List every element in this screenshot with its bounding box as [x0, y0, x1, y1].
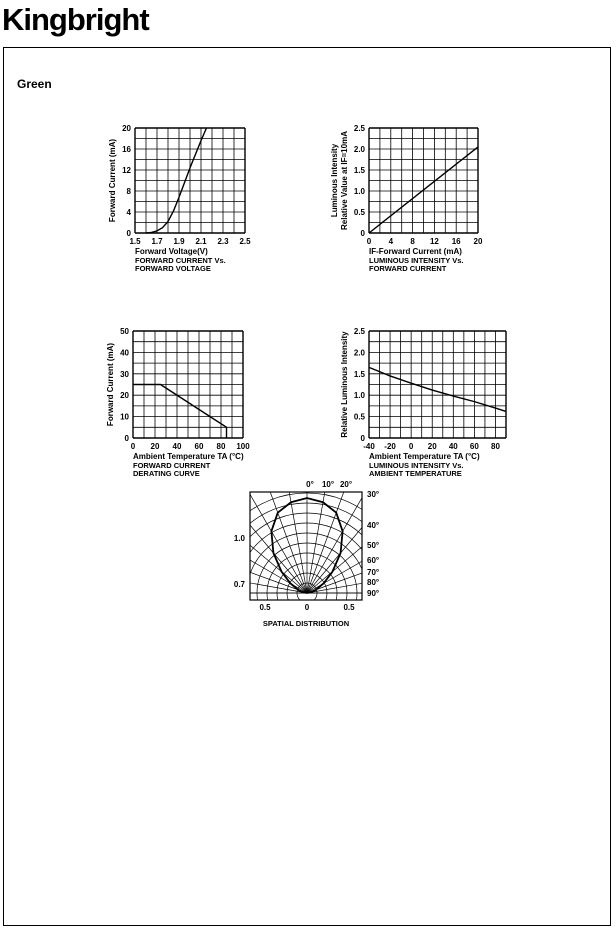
chart-1: [135, 128, 245, 233]
x-axis-label: Forward Voltage(V): [135, 247, 208, 256]
y-tick-label: 40: [120, 348, 129, 358]
polar-angle-label: 60°: [367, 556, 380, 565]
polar-ray: [100, 518, 307, 593]
brand-logo: Kingbright: [2, 2, 149, 37]
x-tick-label: 2.1: [195, 237, 207, 246]
chart-caption: DERATING CURVE: [133, 469, 200, 478]
y-tick-label: 1.0: [353, 391, 365, 401]
chart-caption: LUMINOUS INTENSITY Vs.: [369, 256, 464, 265]
x-tick-label: 2.5: [239, 237, 251, 246]
y-tick-label: 1.5: [353, 166, 365, 175]
x-tick-label: 40: [448, 442, 458, 451]
y-tick-label: 2.0: [353, 145, 365, 154]
y-tick-label: 50: [120, 327, 129, 336]
y-tick-label: 30: [120, 369, 129, 379]
polar-angle-label: 0°: [306, 480, 314, 489]
series-line: [133, 385, 227, 439]
y-tick-label: 2.5: [353, 327, 365, 336]
polar-left-label: 1.0: [233, 534, 245, 543]
y-tick-label: 0: [124, 434, 129, 443]
y-tick-label: 0.5: [353, 412, 365, 422]
polar-angle-label: 10°: [321, 480, 335, 489]
x-tick-label: 1.7: [151, 237, 163, 246]
y-tick-label: 8: [126, 187, 131, 196]
y-tick-label: 12: [122, 166, 131, 175]
polar-bottom-label: 0.5: [343, 603, 355, 612]
y-tick-label: 20: [120, 391, 129, 401]
x-tick-label: 4: [388, 237, 394, 246]
x-tick-label: 8: [410, 237, 415, 246]
y-tick-label: 0: [360, 434, 365, 443]
x-tick-label: 1.5: [129, 237, 141, 246]
chart-5: [87, 373, 527, 693]
y-tick-label: 4: [126, 208, 131, 217]
chart-caption: LUMINOUS INTENSITY Vs.: [369, 461, 464, 470]
x-tick-label: 100: [236, 442, 250, 451]
polar-ray: [116, 483, 307, 593]
y-tick-label: 20: [122, 124, 131, 133]
polar-frame: [250, 492, 362, 600]
polar-bottom-label: 0.5: [259, 603, 271, 612]
polar-left-label: 0.7: [233, 580, 245, 589]
y-tick-label: 0: [126, 229, 131, 238]
x-axis-label: Ambient Temperature TA (°C): [133, 452, 244, 461]
y-tick-label: 0: [360, 229, 365, 238]
x-tick-label: 20: [150, 442, 160, 451]
polar-angle-label: 80°: [367, 578, 380, 587]
y-tick-label: 2.0: [353, 348, 365, 358]
polar-angle-label: 20°: [339, 480, 353, 489]
polar-grid: [87, 373, 527, 693]
y-tick-label: 1.0: [353, 187, 365, 196]
y-tick-label: 16: [122, 145, 131, 154]
polar-ray: [307, 518, 514, 593]
y-axis-label: Luminous Intensity: [330, 143, 339, 218]
polar-angle-label: 70°: [367, 568, 380, 577]
chart-2: [369, 128, 478, 233]
x-tick-label: -40: [363, 442, 375, 451]
chart-3: [133, 331, 243, 438]
y-axis-label: Forward Current (mA): [108, 138, 117, 223]
y-tick-label: 2.5: [353, 124, 365, 133]
y-axis-label: Relative Luminous Intensity: [340, 331, 349, 438]
y-axis-label: Relative Value at IF=10mA: [340, 131, 349, 230]
x-tick-label: 20: [427, 442, 437, 451]
polar-angle-label: 90°: [367, 589, 380, 598]
x-tick-label: -20: [384, 442, 396, 451]
x-tick-label: 60: [469, 442, 479, 451]
x-tick-label: 80: [216, 442, 226, 451]
y-tick-label: 10: [120, 412, 129, 422]
x-tick-label: 20: [473, 237, 483, 246]
y-tick-label: 1.5: [353, 369, 365, 379]
chart-caption: FORWARD CURRENT: [369, 264, 447, 273]
y-axis-label: Forward Current (mA): [106, 342, 115, 427]
chart-4: [369, 331, 506, 438]
polar-angle-label: 40°: [367, 521, 380, 530]
chart-caption: FORWARD CURRENT Vs.: [135, 256, 226, 265]
x-tick-label: 80: [491, 442, 500, 451]
chart-caption: AMBIENT TEMPERATURE: [369, 469, 462, 478]
polar-angle-label: 30°: [367, 490, 380, 499]
y-tick-label: 0.5: [353, 208, 365, 217]
chart-caption: SPATIAL DISTRIBUTION: [262, 619, 350, 628]
x-tick-label: 40: [172, 442, 182, 451]
x-tick-label: 60: [194, 442, 204, 451]
x-axis-label: IF-Forward Current (mA): [369, 247, 462, 256]
chart-caption: FORWARD CURRENT: [133, 461, 211, 470]
chart-caption: FORWARD VOLTAGE: [135, 264, 211, 273]
polar-bottom-label: 0: [304, 603, 310, 612]
x-tick-label: 0: [130, 442, 136, 451]
x-tick-label: 2.3: [217, 237, 229, 246]
x-tick-label: 12: [429, 237, 439, 246]
x-tick-label: 0: [366, 237, 372, 246]
x-tick-label: 0: [408, 442, 414, 451]
polar-angle-label: 50°: [367, 541, 380, 550]
x-tick-label: 16: [451, 237, 461, 246]
section-title: Green: [17, 77, 52, 91]
polar-ray: [307, 483, 498, 593]
x-axis-label: Ambient Temperature TA (°C): [369, 452, 480, 461]
x-tick-label: 1.9: [173, 237, 185, 246]
